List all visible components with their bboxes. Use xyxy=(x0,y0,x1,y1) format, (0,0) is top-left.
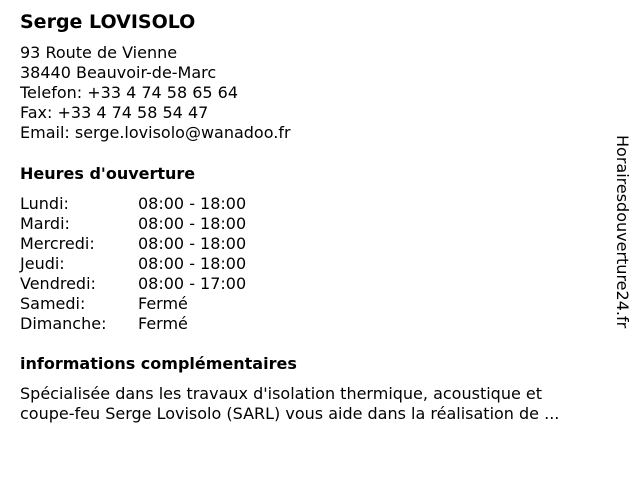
day-label: Jeudi: xyxy=(20,254,65,273)
hours-row-monday xyxy=(20,194,246,214)
hours-row-saturday xyxy=(20,294,246,314)
day-hours: 08:00 - 18:00 xyxy=(138,254,247,273)
opening-hours-table xyxy=(20,194,246,334)
day-hours: Fermé xyxy=(138,294,188,313)
day-label: Mercredi: xyxy=(20,234,95,253)
phone-number[interactable]: Telefon: +33 4 74 58 65 64 xyxy=(20,83,239,102)
description-line: Spécialisée dans les travaux d'isolation thermique, acoustique et xyxy=(20,384,542,403)
fax-number: Fax: +33 4 74 58 54 47 xyxy=(20,103,209,122)
site-watermark xyxy=(612,135,632,345)
day-hours: 08:00 - 18:00 xyxy=(138,234,247,253)
address-city: 38440 Beauvoir-de-Marc xyxy=(20,63,217,82)
hours-row-sunday xyxy=(20,314,246,334)
business-name: Serge LOVISOLO xyxy=(20,11,196,33)
additional-info-heading: informations complémentaires xyxy=(20,354,297,373)
address-street: 93 Route de Vienne xyxy=(20,43,178,62)
day-label: Dimanche: xyxy=(20,314,107,333)
day-hours: 08:00 - 18:00 xyxy=(138,194,247,213)
day-hours: 08:00 - 18:00 xyxy=(138,214,247,233)
hours-row-thursday xyxy=(20,254,246,274)
business-description xyxy=(20,384,620,424)
email-address[interactable]: Email: serge.lovisolo@wanadoo.fr xyxy=(20,123,291,142)
day-label: Vendredi: xyxy=(20,274,96,293)
day-hours: Fermé xyxy=(138,314,188,333)
contact-block xyxy=(20,43,291,143)
description-line: coupe-feu Serge Lovisolo (SARL) vous aide dans la réalisation de ... xyxy=(20,404,560,423)
hours-row-wednesday xyxy=(20,234,246,254)
day-label: Mardi: xyxy=(20,214,70,233)
site-watermark-text: Horairesdouverture24.fr xyxy=(613,135,632,329)
opening-hours-heading: Heures d'ouverture xyxy=(20,164,196,183)
day-hours: 08:00 - 17:00 xyxy=(138,274,247,293)
day-label: Samedi: xyxy=(20,294,86,313)
day-label: Lundi: xyxy=(20,194,69,213)
hours-row-friday xyxy=(20,274,246,294)
hours-row-tuesday xyxy=(20,214,246,234)
